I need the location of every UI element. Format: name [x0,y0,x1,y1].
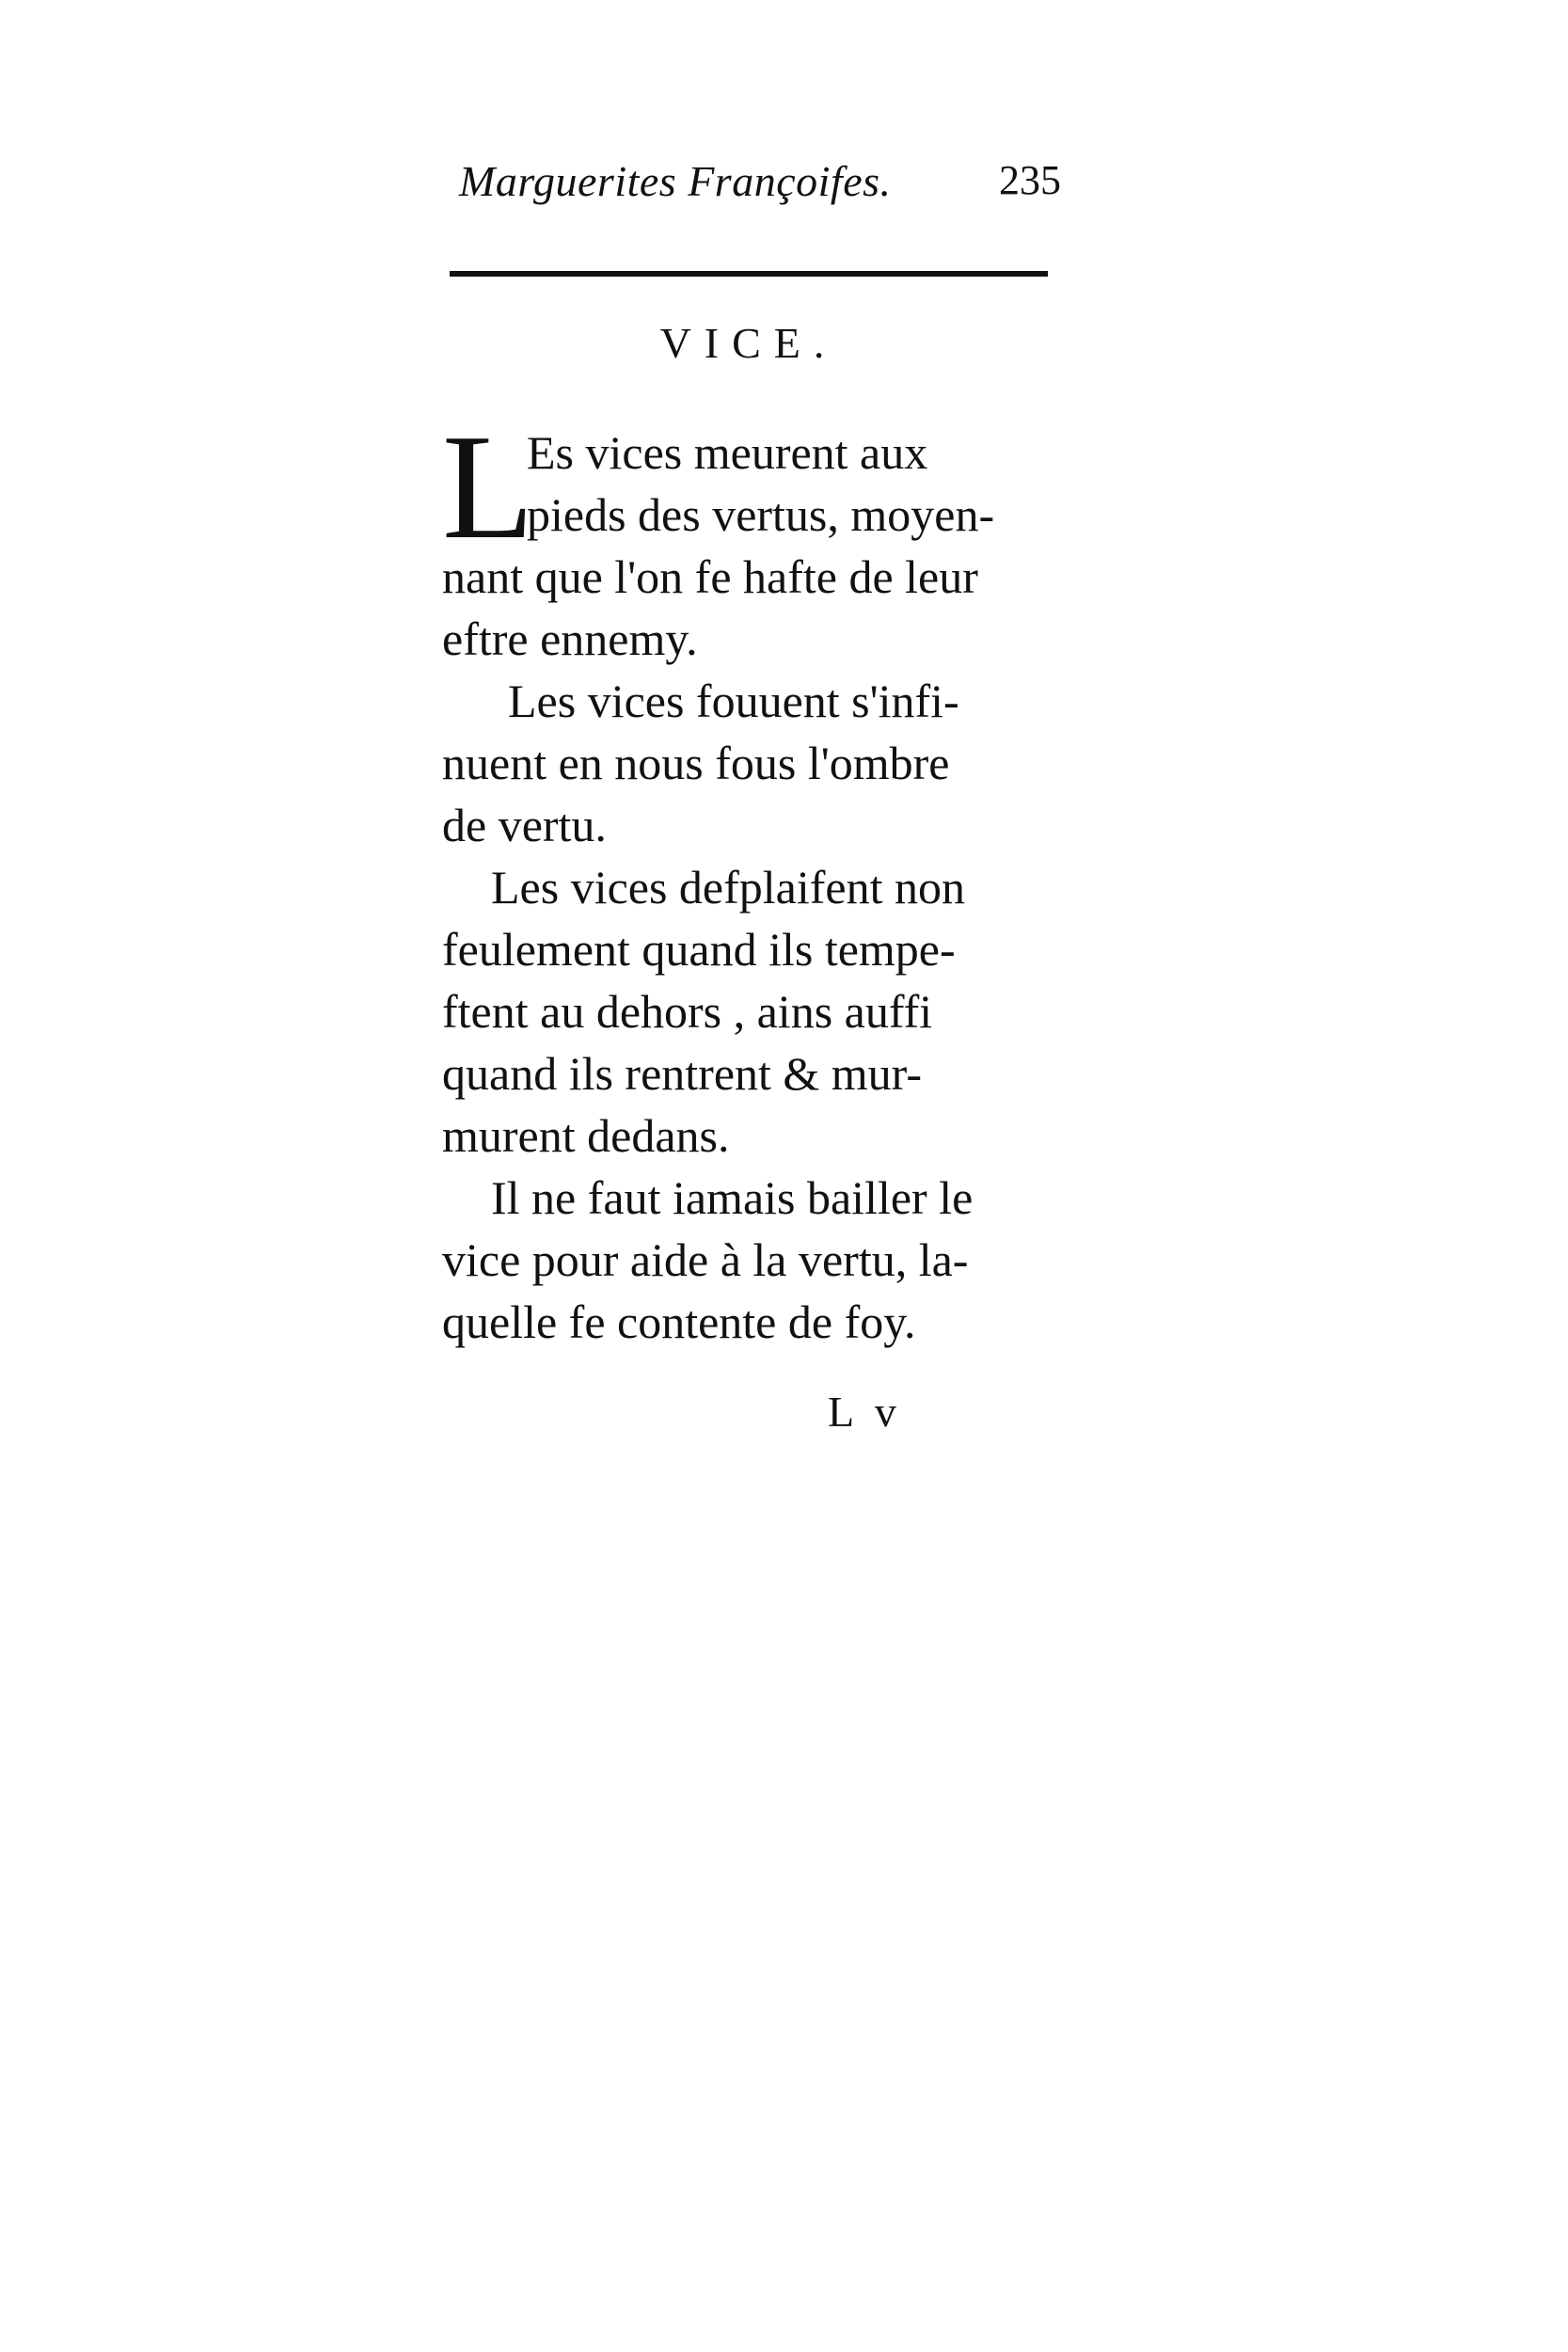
paragraph-line: Il ne faut iamais bailler le [491,1171,974,1224]
paragraph-line: quelle fe contente de foy. [442,1295,916,1348]
paragraph-line: nant que l'on fe hafte de leur [442,550,978,603]
section-title: VICE. [659,319,838,367]
paragraph-3 [442,856,1072,1167]
paragraph-2 [442,670,1072,856]
running-title: Marguerites Françoifes. [459,157,892,205]
paragraph-line: pieds des vertus, moyen- [527,488,995,541]
running-head [450,156,1061,213]
paragraph-1 [442,403,1072,670]
paragraph-4 [442,1167,1072,1353]
paragraph-line: nuent en nous fous l'ombre [442,737,950,789]
body-text [442,403,1072,1353]
paragraph-line: Les vices fouuent s'infi- [508,675,959,727]
page-number: 235 [999,157,1061,203]
paragraph-line: murent dedans. [442,1109,730,1162]
paragraph-line: Es vices meurent aux [527,426,928,479]
paragraph-line: feulement quand ils tempe- [442,923,956,976]
paragraph-line: Les vices defplaifent non [491,861,965,914]
paragraph-line: ftent au dehors , ains auffi [442,985,933,1038]
catchword: L v [828,1388,902,1436]
paragraph-line: de vertu. [442,799,607,851]
paragraph-line: quand ils rentrent & mur- [442,1047,922,1100]
drop-cap: L [442,403,534,570]
paragraph-line: vice pour aide à la vertu, la- [442,1233,969,1286]
header-rule [450,271,1048,277]
paragraph-line: eftre ennemy. [442,612,698,665]
